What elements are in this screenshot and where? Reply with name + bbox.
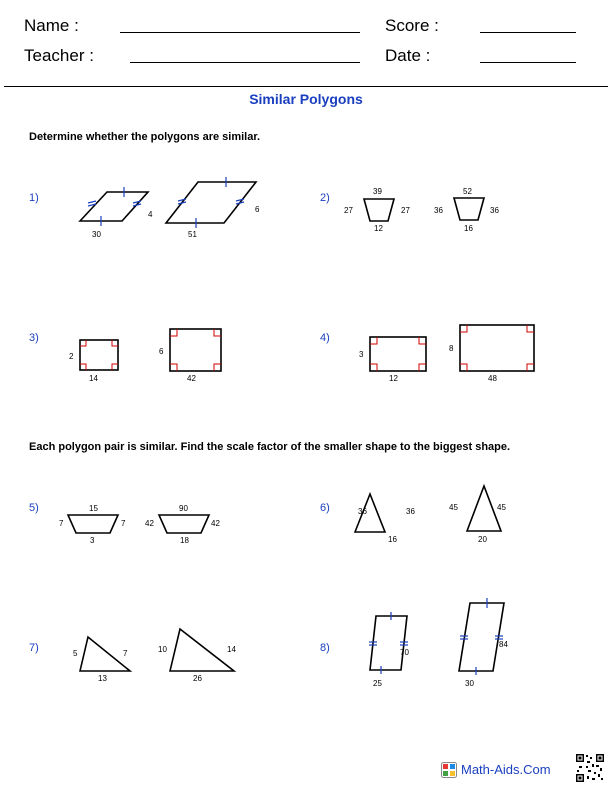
triangle-large [467, 486, 501, 531]
label: 18 [180, 536, 189, 545]
label: 45 [449, 503, 458, 512]
rectangle-large [460, 325, 534, 371]
trapezoid-large [454, 198, 484, 220]
problem-number: 8) [320, 642, 330, 654]
label: 14 [89, 374, 98, 383]
rectangle-small [370, 337, 426, 371]
brand-link[interactable]: Math-Aids.Com [461, 762, 551, 777]
label: 27 [401, 206, 410, 215]
label: 26 [193, 674, 202, 683]
label: 12 [389, 374, 398, 383]
label: 36 [434, 206, 443, 215]
label: 36 [490, 206, 499, 215]
label: 39 [373, 187, 382, 196]
label: 84 [499, 640, 508, 649]
label: 20 [478, 535, 487, 544]
label: 5 [73, 649, 78, 658]
trapezoid-small [68, 515, 118, 533]
name-label: Name : [24, 16, 79, 35]
label: 36 [406, 507, 415, 516]
label: 16 [388, 535, 397, 544]
label: 45 [497, 503, 506, 512]
label: 30 [465, 679, 474, 688]
problem-number: 1) [29, 192, 39, 204]
label: 52 [463, 187, 472, 196]
parallelogram-small [370, 616, 407, 670]
problem-number: 2) [320, 192, 330, 204]
label: 90 [179, 504, 188, 513]
label: 16 [464, 224, 473, 233]
label: 51 [188, 230, 197, 239]
problem-number: 4) [320, 332, 330, 344]
label: 3 [359, 350, 364, 359]
label: 7 [123, 649, 128, 658]
calculator-icon [441, 762, 457, 778]
label: 3 [90, 536, 95, 545]
trapezoid-small [364, 199, 394, 221]
label: 14 [227, 645, 236, 654]
triangle-large [170, 629, 234, 671]
page-title: Similar Polygons [249, 91, 363, 107]
label: 42 [145, 519, 154, 528]
label: 42 [187, 374, 196, 383]
label: 27 [344, 206, 353, 215]
label: 6 [255, 205, 260, 214]
label: 8 [449, 344, 454, 353]
problem-number: 6) [320, 502, 330, 514]
score-label: Score : [385, 16, 439, 35]
rectangle-large [170, 329, 221, 371]
label: 13 [98, 674, 107, 683]
parallelogram-large [459, 603, 504, 671]
label: 36 [358, 507, 367, 516]
label: 42 [211, 519, 220, 528]
parallelogram-small [80, 192, 148, 221]
label: 7 [59, 519, 64, 528]
label: 70 [400, 648, 409, 657]
label: 12 [374, 224, 383, 233]
problem-number: 3) [29, 332, 39, 344]
label: 25 [373, 679, 382, 688]
label: 6 [159, 347, 164, 356]
problem-number: 5) [29, 502, 39, 514]
label: 10 [158, 645, 167, 654]
label: 4 [148, 210, 153, 219]
problem-number: 7) [29, 642, 39, 654]
date-label: Date : [385, 46, 431, 65]
label: 2 [69, 352, 74, 361]
qr-code-icon [575, 753, 605, 783]
part2-instructions: Each polygon pair is similar. Find the scale factor of the smaller shape to the biggest shape. [29, 441, 511, 453]
label: 7 [121, 519, 126, 528]
label: 15 [89, 504, 98, 513]
label: 48 [488, 374, 497, 383]
teacher-label: Teacher : [24, 46, 94, 65]
part1-instructions: Determine whether the polygons are similar. [29, 131, 261, 143]
label: 30 [92, 230, 101, 239]
trapezoid-large [159, 515, 209, 533]
